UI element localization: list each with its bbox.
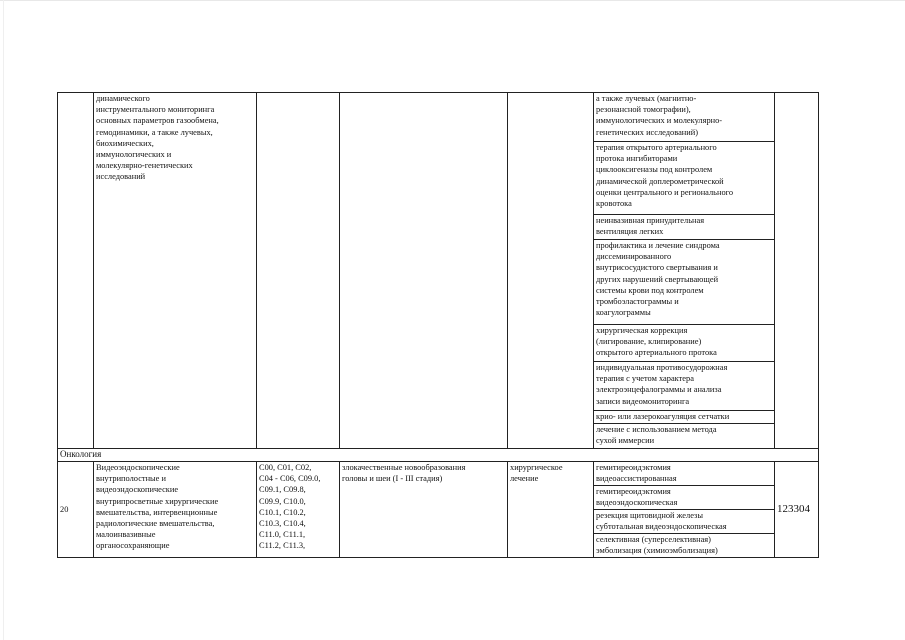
treatment-method-cell: терапия открытого артериального протока ингибиторами циклооксигеназы под контролем динамической доплерометрической оценки центрального и регионального кровотока bbox=[594, 142, 775, 215]
treatment-method-cell: селективная (суперселективная) эмболизация (химиоэмболизация) bbox=[594, 534, 775, 558]
page-left-edge bbox=[3, 0, 4, 640]
patient-model-cell: злокачественные новообразования головы и шеи (I - III стадия) bbox=[340, 462, 508, 558]
treatment-method-cell: лечение с использованием метода сухой иммерсии bbox=[594, 424, 775, 449]
treatment-method-cell: крио- или лазерокоагуляция сетчатки bbox=[594, 411, 775, 424]
patient-model-cell bbox=[340, 93, 508, 449]
treatment-method-cell: неинвазивная принудительная вентиляция легких bbox=[594, 215, 775, 240]
treatment-method-cell: гемитиреоидэктомия видеоассистированная bbox=[594, 462, 775, 486]
treatment-method-cell: профилактика и лечение синдрома диссеминированного внутрисосудистого свертывания и других нарушений свертывающей системы крови под контролем тромбоэластограммы и коагулограммы bbox=[594, 240, 775, 325]
row-number-cell bbox=[58, 93, 94, 449]
care-name-cell: динамического инструментального мониторинга основных параметров газообмена, гемодинамики, а также лучевых, биохимических, иммунологических и молекулярно-генетических исследований bbox=[94, 93, 257, 449]
page-top-edge bbox=[0, 0, 905, 1]
section-title: Онкология bbox=[58, 449, 819, 462]
price-cell: 123304 bbox=[775, 462, 819, 558]
medical-care-table bbox=[57, 92, 819, 558]
treatment-type-cell bbox=[508, 93, 594, 449]
treatment-method-cell: индивидуальная противосудорожная терапия с учетом характера электроэнцефалограммы и анализа записи видеомониторинга bbox=[594, 362, 775, 411]
treatment-method-cell: хирургическая коррекция (лигирование, клипирование) открытого артериального протока bbox=[594, 325, 775, 362]
price-cell bbox=[775, 93, 819, 449]
treatment-method-cell: а также лучевых (магнитно- резонансной томографии), иммунологических и молекулярно- генетических исследований) bbox=[594, 93, 775, 142]
row-number-cell: 20 bbox=[58, 462, 94, 558]
treatment-type-cell: хирургическое лечение bbox=[508, 462, 594, 558]
section-header-row bbox=[58, 449, 819, 462]
table-row-20 bbox=[58, 462, 819, 486]
icd-codes-cell: C00, C01, C02, C04 - C06, C09.0, C09.1, C09.8, C09.9, C10.0, C10.1, C10.2, C10.3, C10.4, C11.0, C11.1, C11.2, C11.3, bbox=[257, 462, 340, 558]
icd-codes-cell bbox=[257, 93, 340, 449]
treatment-method-cell: гемитиреоидэктомия видеоэндоскопическая bbox=[594, 486, 775, 510]
care-name-cell: Видеоэндоскопические внутриполостные и видеоэндоскопические внутрипросветные хирургические вмешательства, интервенционные радиологические вмешательства, малоинвазивные органосохраняющие bbox=[94, 462, 257, 558]
table-row-continuation bbox=[58, 93, 819, 142]
treatment-method-cell: резекция щитовидной железы субтотальная видеоэндоскопическая bbox=[594, 510, 775, 534]
